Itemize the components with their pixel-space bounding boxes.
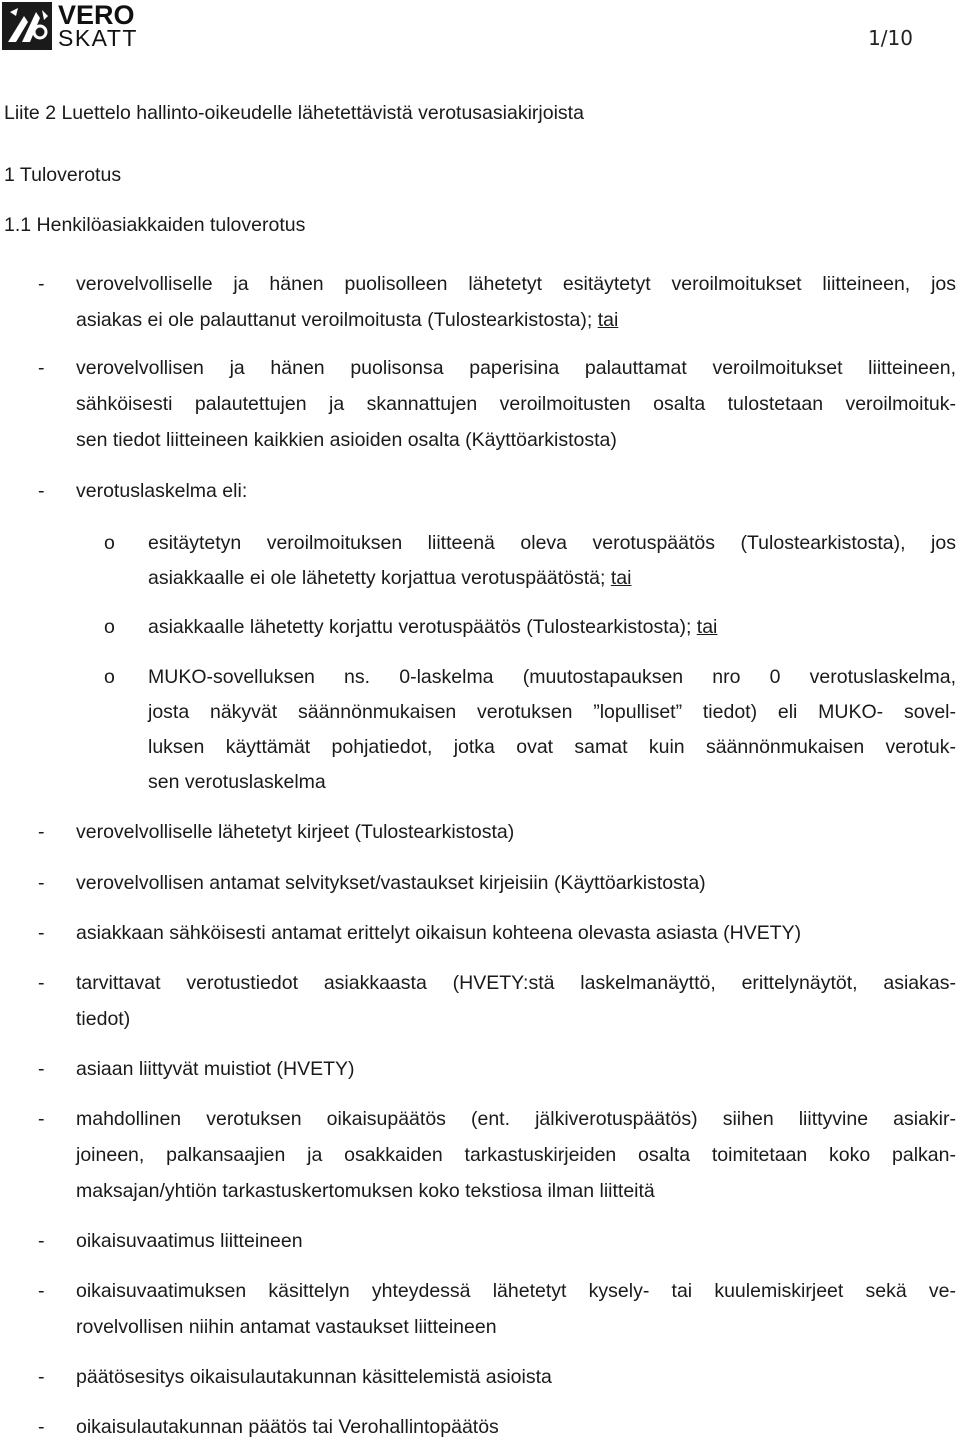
tai-underlined: tai xyxy=(696,616,718,638)
item7-line1: tarvittavat verotustiedot asiakkaasta (HVETY:stä laskelmanäyttö, erittelynäytöt, asiakas- xyxy=(76,972,956,994)
document-title: Liite 2 Luettelo hallinto-oikeudelle lähetettävistä verotusasiakirjoista xyxy=(4,102,584,124)
heading-henkiloasiakkaat: 1.1 Henkilöasiakkaiden tuloverotus xyxy=(4,214,306,236)
item7-line2: tiedot) xyxy=(76,1008,131,1030)
item8-text: asiaan liittyvät muistiot (HVETY) xyxy=(76,1058,355,1080)
dash-marker: - xyxy=(38,872,45,894)
page-number: 1/10 xyxy=(868,26,913,50)
dash-marker: - xyxy=(38,1416,45,1438)
item9-line3: maksajan/yhtiön tarkastuskertomuksen koko tekstiosa ilman liitteitä xyxy=(76,1180,655,1202)
item12-text: päätösesitys oikaisulautakunnan käsittelemistä asioista xyxy=(76,1366,552,1388)
heading-tuloverotus: 1 Tuloverotus xyxy=(4,164,122,186)
item13-text: oikaisulautakunnan päätös tai Verohallintopäätös xyxy=(76,1416,499,1438)
item11-line2: rovelvollisen niihin antamat vastaukset liitteineen xyxy=(76,1316,497,1338)
dash-marker: - xyxy=(38,357,45,379)
dash-marker: - xyxy=(38,1230,45,1252)
dash-marker: - xyxy=(38,922,45,944)
item9-line1: mahdollinen verotuksen oikaisupäätös (ent. jälkiverotuspäätös) siihen liittyvine asiakir- xyxy=(76,1108,956,1130)
item1-line2: asiakas ei ole palauttanut veroilmoitusta (Tulostearkistosta); tai xyxy=(76,309,619,331)
item9-line2: joineen, palkansaajien ja osakkaiden tarkastuskirjeiden osalta toimitetaan koko palkan- xyxy=(76,1144,956,1166)
dash-marker: - xyxy=(38,821,45,843)
item11-line1: oikaisuvaatimuksen käsittelyn yhteydessä lähetetyt kysely- tai kuulemiskirjeet sekä ve- xyxy=(76,1280,956,1302)
tai-underlined: tai xyxy=(610,567,632,589)
item2-line3: sen tiedot liitteineen kaikkien asioiden osalta (Käyttöarkistosta) xyxy=(76,429,617,451)
logo-vero-text: VERO xyxy=(58,0,135,30)
sub3-line2: josta näkyvät säännönmukaisen verotuksen ”lopulliset” tiedot) eli MUKO- sovel- xyxy=(148,701,956,723)
bullet-marker: o xyxy=(104,532,115,554)
bullet-marker: o xyxy=(104,616,115,638)
vero-emblem-icon xyxy=(2,2,52,50)
tai-underlined: tai xyxy=(597,309,619,331)
sub3-line3: luksen käyttämät pohjatiedot, jotka ovat samat kuin säännönmukaisen verotuk- xyxy=(148,736,956,758)
item2-line2: sähköisesti palautettujen ja skannattujen veroilmoitusten osalta tulostetaan veroilmoituk- xyxy=(76,393,956,415)
dash-marker: - xyxy=(38,480,45,502)
vero-skatt-logo xyxy=(2,2,162,50)
sub1-line2: asiakkaalle ei ole lähetetty korjattua verotuspäätöstä; tai xyxy=(148,567,632,589)
item2-line1: verovelvollisen ja hänen puolisonsa paperisina palauttamat veroilmoitukset liitteineen, xyxy=(76,357,956,379)
dash-marker: - xyxy=(38,1108,45,1130)
dash-marker: - xyxy=(38,1058,45,1080)
sub3-line4: sen verotuslaskelma xyxy=(148,771,326,793)
dash-marker: - xyxy=(38,972,45,994)
item1-line1: verovelvolliselle ja hänen puolisolleen lähetetyt esitäytetyt veroilmoitukset liitteineen, jos xyxy=(76,273,956,295)
page-header xyxy=(0,0,960,60)
dash-marker: - xyxy=(38,273,45,295)
sub3-line1: MUKO-sovelluksen ns. 0-laskelma (muutostapauksen nro 0 verotuslaskelma, xyxy=(148,666,956,688)
dash-marker: - xyxy=(38,1366,45,1388)
bullet-marker: o xyxy=(104,666,115,688)
dash-marker: - xyxy=(38,1280,45,1302)
item3-text: verotuslaskelma eli: xyxy=(76,480,248,502)
sub1-line1: esitäytetyn veroilmoituksen liitteenä oleva verotuspäätös (Tulostearkistosta), jos xyxy=(148,532,956,554)
sub2-text: asiakkaalle lähetetty korjattu verotuspäätös (Tulostearkistosta); tai xyxy=(148,616,718,638)
item5-text: verovelvollisen antamat selvitykset/vastaukset kirjeisiin (Käyttöarkistosta) xyxy=(76,872,706,894)
logo-skatt-text: SKATT xyxy=(58,25,138,51)
item6-text: asiakkaan sähköisesti antamat erittelyt oikaisun kohteena olevasta asiasta (HVETY) xyxy=(76,922,802,944)
item4-text: verovelvolliselle lähetetyt kirjeet (Tulostearkistosta) xyxy=(76,821,515,843)
item10-text: oikaisuvaatimus liitteineen xyxy=(76,1230,303,1252)
